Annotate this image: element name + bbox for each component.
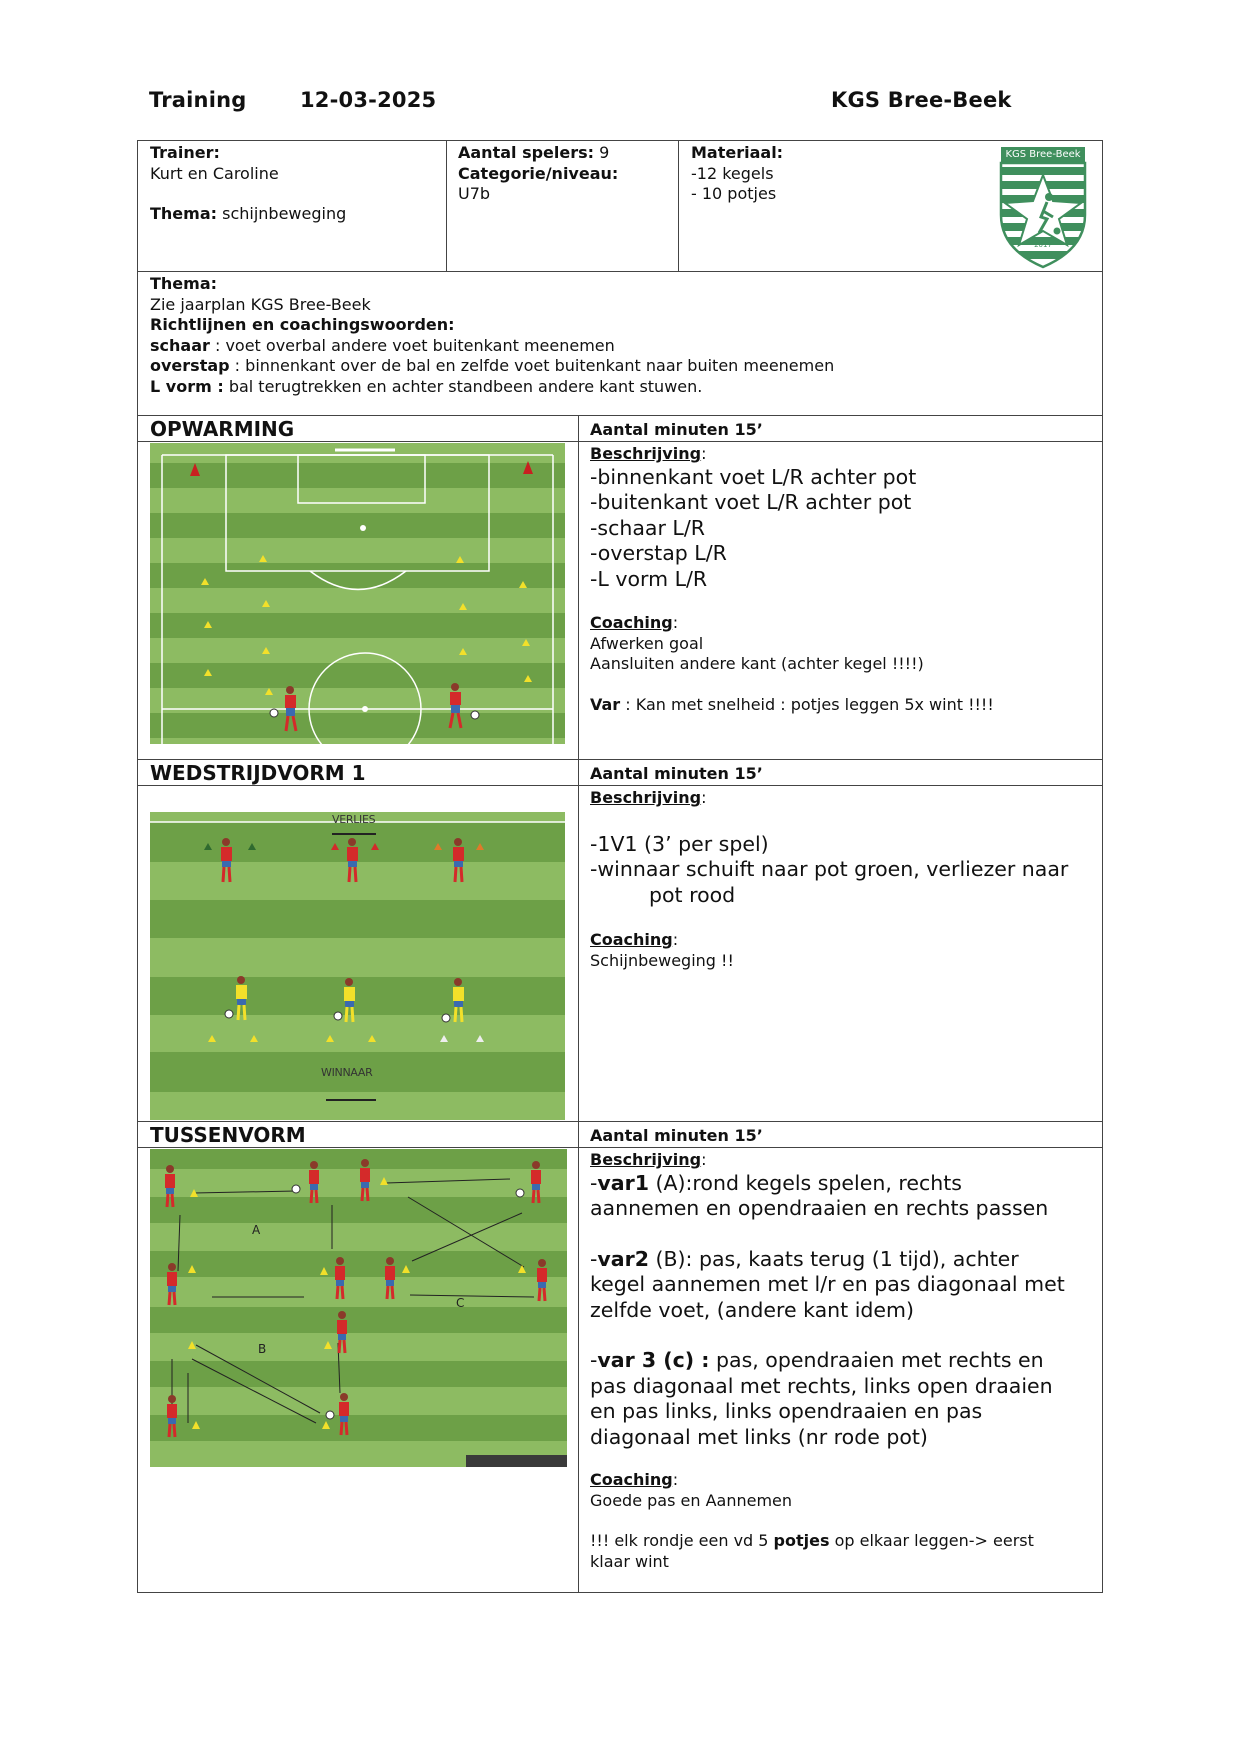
variation-line: pas diagonaal met rechts, links open draaien — [590, 1373, 1053, 1398]
variation-line: diagonaal met links (nr rode pot) — [590, 1424, 928, 1449]
material-item: - 10 potjes — [691, 184, 777, 203]
header-training-label: Training — [149, 88, 247, 112]
description-label: Beschrijving — [590, 788, 702, 807]
logo-text: KGS Bree-Beek — [1005, 149, 1081, 160]
theme-row — [138, 272, 1102, 416]
club-logo — [997, 145, 1089, 269]
desc-line: -overstap L/R — [590, 541, 727, 565]
desc-line: -L vorm L/R — [590, 566, 708, 591]
variation-line: Var : Kan met snelheid : potjes leggen 5x wint !!!! — [590, 694, 994, 714]
theme-block-title: Thema: — [150, 274, 218, 293]
description-label: Beschrijving — [590, 444, 702, 463]
guidelines-title: Richtlijnen en coachingswoorden: — [150, 315, 455, 334]
header-club: KGS Bree-Beek — [831, 88, 1012, 112]
section-title: TUSSENVORM — [150, 1123, 306, 1147]
intermediate-text: Beschrijving: -var1 (A):rond kegels spelen, rechts aannemen en opendraaien en rechts passen -var2 (B): pas, kaats terug (1 tijd), achter kegel aannemen met l/r en pas diagonaal met zelfde voet, (andere kant idem) -var 3 (c) : pas, opendraaien met rechts en pas diagonaal met rechts, links open draaien en pas links, links opendraaien en pas diagonaal met links (nr rode pot) Coaching: Goede pas en Aannemen !!! elk rondje een vd 5 potjes op elkaar leggen-> eerst klaar wint — [590, 1150, 1095, 1572]
variation-line: kegel aannemen met l/r en pas diagonaal met — [590, 1272, 1065, 1296]
header-date: 12-03-2025 — [300, 88, 437, 112]
variation-block: -var2 (B): pas, kaats terug (1 tijd), achter — [590, 1246, 1019, 1271]
guideline-item: L vorm : bal terugtrekken en achter standbeen andere kant stuwen. — [150, 376, 703, 396]
theme-value: schijnbeweging — [222, 204, 347, 223]
section-header-warmup — [138, 416, 1102, 442]
section-header-intermediate — [138, 1122, 1102, 1148]
section-minutes: Aantal minuten 15’ — [590, 1126, 763, 1145]
section-minutes: Aantal minuten 15’ — [590, 420, 763, 439]
variation-block: -var 3 (c) : pas, opendraaien met rechts en — [590, 1348, 1044, 1372]
coaching-label: Coaching — [590, 930, 673, 949]
section-body-warmup — [138, 442, 1102, 760]
description-label: Beschrijving — [590, 1150, 702, 1169]
trainer-label: Trainer: — [150, 143, 220, 162]
trainer-value: Kurt en Caroline — [150, 163, 279, 183]
match-text: Beschrijving: -1V1 (3’ per spel) -winnaar schuift naar pot groen, verliezer naar pot rood Coaching: Schijnbeweging !! — [590, 788, 1095, 971]
coaching-line: Aansluiten andere kant (achter kegel !!!!) — [590, 654, 924, 673]
section-minutes: Aantal minuten 15’ — [590, 764, 763, 783]
material-label: Materiaal: — [691, 143, 784, 162]
section-title: OPWARMING — [150, 417, 295, 441]
coaching-line: Goede pas en Aannemen — [590, 1490, 793, 1510]
diagram-label-winner: WINNAAR — [321, 1066, 373, 1079]
theme-block — [150, 274, 834, 397]
diagram-label-c: C — [456, 1296, 465, 1310]
category-value: U7b — [458, 184, 491, 203]
desc-line: -binnenkant voet L/R achter pot — [590, 464, 917, 489]
material-item: -12 kegels — [691, 163, 774, 183]
variation-block: -var1 (A):rond kegels spelen, rechts — [590, 1170, 962, 1195]
theme-block-line: Zie jaarplan KGS Bree-Beek — [150, 294, 371, 314]
diagram-label-loser: VERLIES — [332, 813, 376, 826]
theme-label: Thema: — [150, 204, 218, 223]
warmup-text: Beschrijving: -binnenkant voet L/R achter pot -buitenkant voet L/R achter pot -schaar L/R -overstap L/R -L vorm L/R Coaching: Afwerken goal Aansluiten andere kant (achter kegel !!!!) Var : Kan met snelheid : potjes leggen 5x wint !!!! — [590, 444, 1095, 715]
note-line: klaar wint — [590, 1551, 669, 1571]
coaching-label: Coaching — [590, 613, 673, 632]
variation-line: zelfde voet, (andere kant idem) — [590, 1297, 914, 1322]
variation-line: en pas links, links opendraaien en pas — [590, 1399, 983, 1423]
material-cell — [691, 143, 783, 205]
desc-line: -winnaar schuift naar pot groen, verliezer naar — [590, 857, 1069, 881]
logo-year: 2017 — [1034, 241, 1052, 249]
players-label: Aantal spelers: — [458, 143, 595, 162]
intermediate-field-diagram — [150, 1149, 567, 1467]
players-value: 9 — [599, 143, 610, 162]
note-line: !!! elk rondje een vd 5 potjes op elkaar leggen-> eerst — [590, 1531, 1034, 1550]
warmup-field-diagram — [150, 443, 565, 744]
section-body-intermediate — [138, 1148, 1102, 1592]
section-title: WEDSTRIJDVORM 1 — [150, 761, 366, 785]
category-label: Categorie/niveau: — [458, 163, 619, 183]
diagram-label-b: B — [258, 1342, 267, 1356]
desc-line: -1V1 (3’ per spel) — [590, 831, 769, 856]
guideline-item: schaar : voet overbal andere voet buitenkant meenemen — [150, 335, 615, 355]
desc-line: -buitenkant voet L/R achter pot — [590, 490, 912, 514]
match-field-diagram — [150, 812, 565, 1120]
desc-line: pot rood — [649, 882, 736, 907]
trainer-cell — [150, 143, 346, 225]
coaching-line: Schijnbeweging !! — [590, 950, 734, 970]
desc-line: -schaar L/R — [590, 515, 705, 540]
section-header-match — [138, 760, 1102, 786]
guideline-item: overstap : binnenkant over de bal en zelfde voet buitenkant naar buiten meenemen — [150, 356, 835, 375]
coaching-label: Coaching — [590, 1470, 673, 1489]
coaching-line: Afwerken goal — [590, 633, 704, 653]
diagram-label-a: A — [252, 1223, 261, 1237]
variation-line: aannemen en opendraaien en rechts passen — [590, 1196, 1049, 1220]
training-table — [137, 140, 1103, 1593]
section-body-match — [138, 786, 1102, 1122]
info-row — [138, 141, 1102, 272]
players-cell — [458, 143, 618, 205]
